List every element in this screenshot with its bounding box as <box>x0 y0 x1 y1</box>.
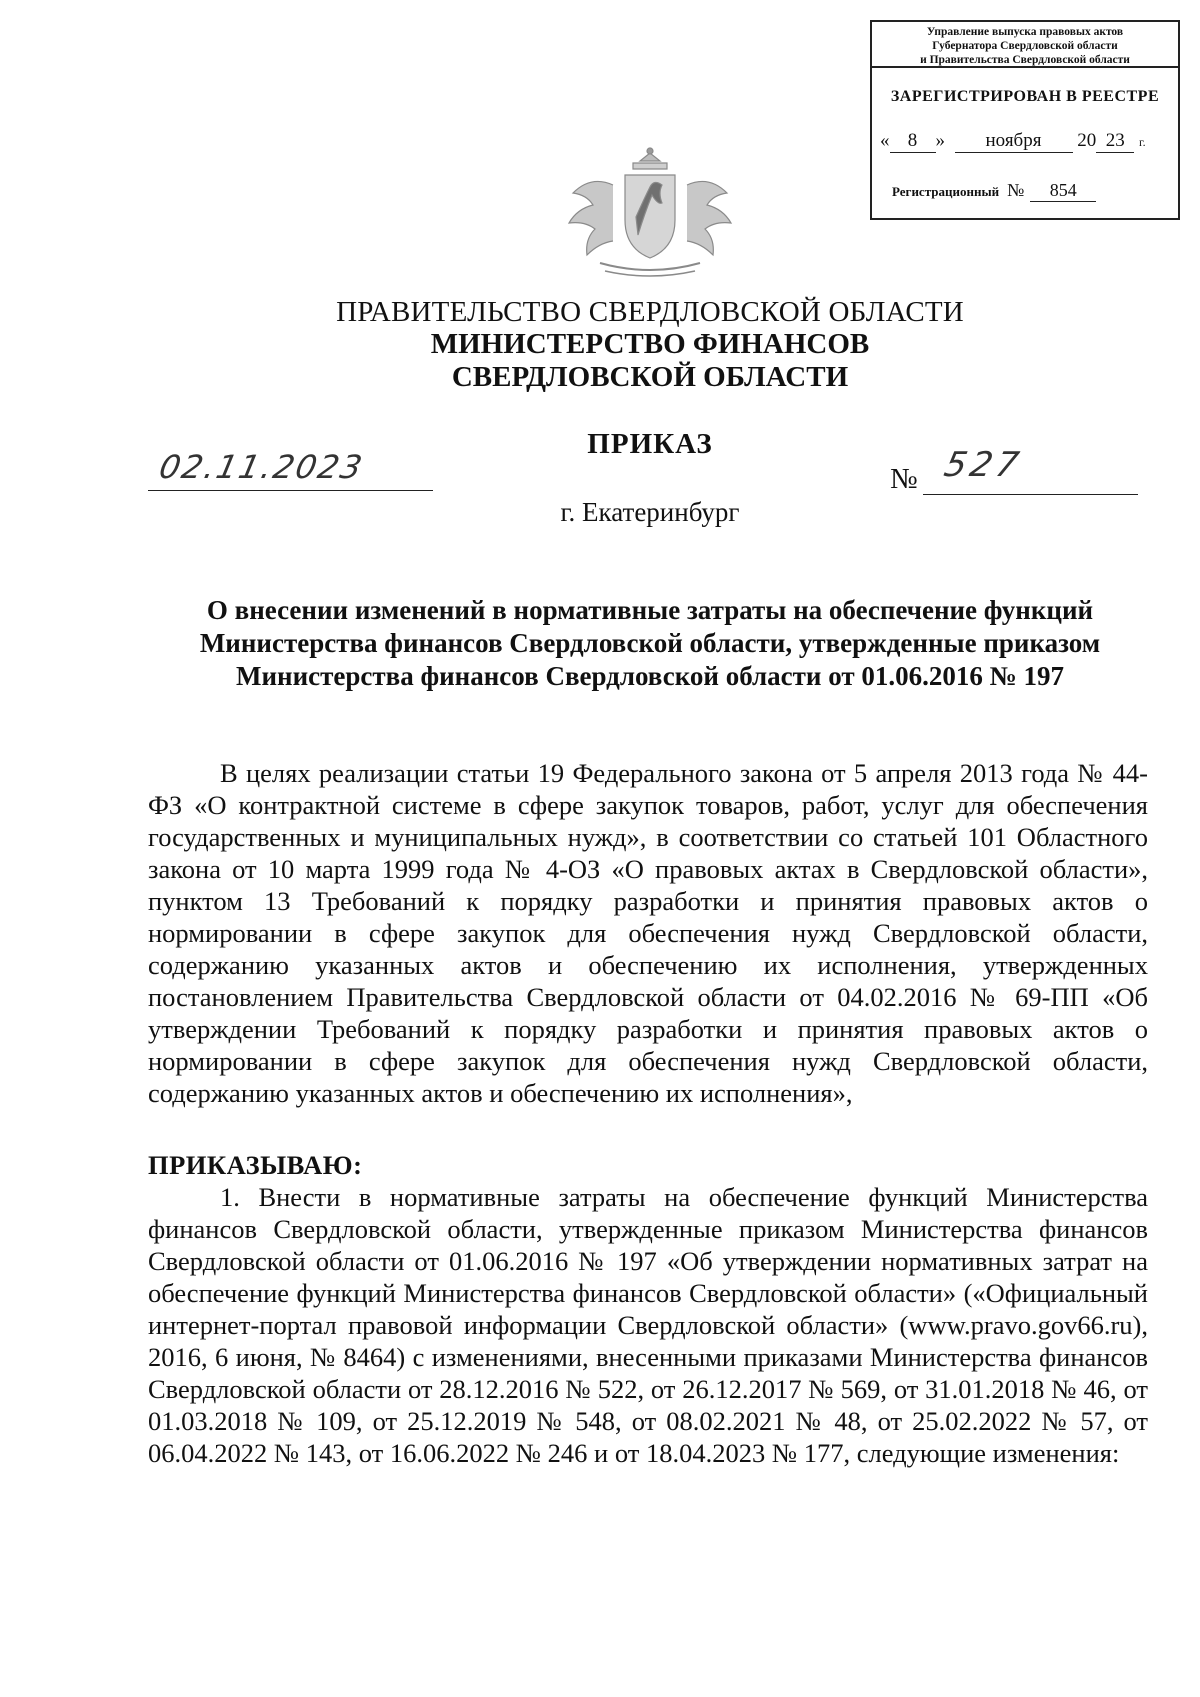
stamp-year-abbr: г. <box>1139 135 1146 149</box>
stamp-header-line: и Правительства Свердловской области <box>920 54 1130 66</box>
stamp-year-suffix: 23 <box>1096 130 1134 153</box>
handwritten-date: 02.11.2023 <box>155 448 368 486</box>
stamp-reg-number: 854 <box>1030 180 1096 202</box>
order-word: ПРИКАЗЫВАЮ: <box>148 1150 363 1180</box>
coat-of-arms-icon <box>555 145 745 280</box>
stamp-month: ноября <box>955 130 1073 153</box>
document-title <box>150 594 1150 693</box>
number-underline <box>923 494 1138 495</box>
stamp-day: 8 <box>890 130 936 153</box>
item-1-paragraph: 1. Внести в нормативные затраты на обеспечение функций Министерства финансов Свердловской области, утвержденные приказом Министерства финансов Свердловской области от 01.06.2016 № 197 «Об утверждении нормативных затрат на обеспечение функций Министерства финансов Свердловской области» («Официальный интернет-портал правовой информации Свердловской области» (www.pravo.gov66.ru), 2016, 6 июня, № 8464) с изменениями, внесенными приказами Министерства финансов Свердловской области от 28.12.2016 № 522, от 26.12.2017 № 569, от 31.01.2018 № 46, от 01.03.2018 № 109, от 25.12.2019 № 548, от 08.02.2021 № 48, от 25.02.2022 № 57, от 06.04.2022 № 143, от 16.06.2022 № 246 и от 18.04.2023 № 177, следующие изменения: <box>148 1182 1148 1468</box>
ministry-name-line1: МИНИСТЕРСТВО ФИНАНСОВ <box>430 328 870 360</box>
stamp-registered-label: ЗАРЕГИСТРИРОВАН В РЕЕСТРЕ <box>890 88 1160 105</box>
title-line: О внесении изменений в нормативные затраты на обеспечение функций <box>206 595 1094 625</box>
order-number-sign: № <box>890 463 918 495</box>
document-type: ПРИКАЗ <box>587 428 713 460</box>
stamp-header <box>872 22 1178 68</box>
preamble-paragraph: В целях реализации статьи 19 Федерального закона от 5 апреля 2013 года № 44-ФЗ «О контрактной системе в сфере закупок товаров, работ, услуг для обеспечения государственных и муниципальных нужд», в соответствии со статьей 101 Областного закона от 10 марта 1999 года № 4-ОЗ «О правовых актах в Свердловской области», пунктом 13 Требований к порядку разработки и принятия правовых актов о нормировании в сфере закупок для обеспечения нужд Свердловской области, содержанию указанных актов и обеспечению их исполнения, утвержденных постановлением Правительства Свердловской области от 04.02.2016 № 69-ПП «Об утверждении Требований к порядку разработки и принятия правовых актов о нормировании в сфере закупок для обеспечения нужд Свердловской области, содержанию указанных актов и обеспечению их исполнения», <box>148 758 1148 1108</box>
city: г. Екатеринбург <box>560 497 740 527</box>
title-line: Министерства финансов Свердловской области, утвержденные приказом <box>199 628 1101 658</box>
stamp-date-open-quote: « <box>880 130 890 151</box>
handwritten-order-number: 527 <box>940 445 1027 485</box>
title-line: Министерства финансов Свердловской области от 01.06.2016 № 197 <box>235 661 1065 691</box>
stamp-registration-number <box>892 180 1182 202</box>
stamp-reg-label: Регистрационный <box>892 184 1000 199</box>
stamp-date-close-quote: » <box>935 130 945 151</box>
date-underline <box>148 490 433 491</box>
stamp-header-line: Управление выпуска правовых актов <box>926 26 1124 38</box>
stamp-year-prefix: 20 <box>1077 130 1097 151</box>
ministry-name-line2: СВЕРДЛОВСКОЙ ОБЛАСТИ <box>451 361 849 393</box>
registration-stamp <box>870 20 1180 220</box>
stamp-date <box>880 130 1180 153</box>
stamp-header-line: Губернатора Свердловской области <box>932 40 1118 52</box>
stamp-number-sign: № <box>1007 180 1025 200</box>
government-name: ПРАВИТЕЛЬСТВО СВЕРДЛОВСКОЙ ОБЛАСТИ <box>336 296 964 328</box>
